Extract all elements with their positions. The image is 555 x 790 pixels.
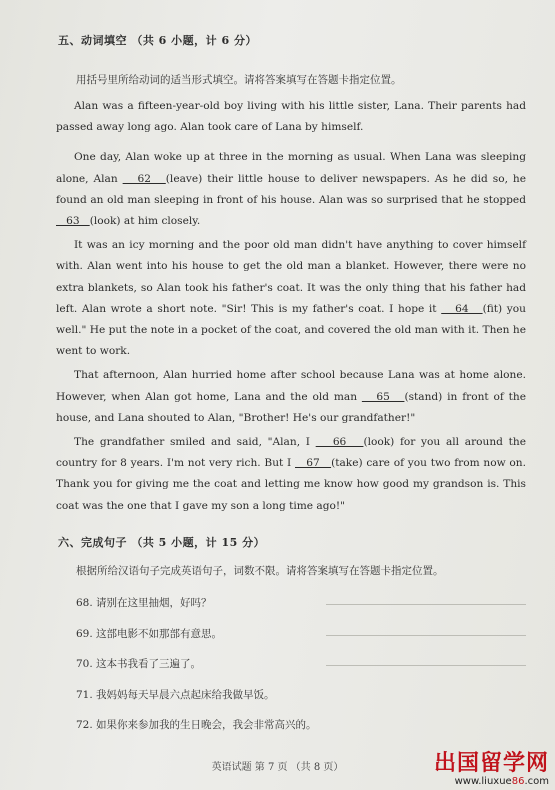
section-5-instruction: 用括号里所给动词的适当形式填空。请将答案填写在答题卡指定位置。: [76, 74, 402, 86]
answer-line: [326, 635, 526, 636]
question-70: [76, 656, 201, 671]
passage-paragraph: The grandfather smiled and said, "Alan, I 66 (look) for you all around the country for 8 years. I'm not very rich. But I 67 (take) care of you two from now on. Thank you for giving me the coat and letting me know how good my grandson is. This coat was the one that I gave my son a long time ago!": [56, 436, 526, 512]
section-6-instruction: 根据所给汉语句子完成英语句子，词数不限。请将答案填写在答题卡指定位置。: [76, 565, 444, 577]
question-text: 70. 这本书我看了三遍了。: [76, 658, 202, 670]
question-text: 68. 请别在这里抽烟，好吗？: [76, 597, 212, 609]
question-71: [76, 687, 275, 702]
passage-paragraph: One day, Alan woke up at three in the morning as usual. When Lana was sleeping alone, Alan 62 (leave) their little house to deliver newspapers. As he did so, he found an old man sleeping in front of his house. Alan was so surprised that he stopped 63 (look) at him closely.: [56, 151, 526, 228]
blank-64: 64: [441, 302, 483, 315]
passage-paragraph: That afternoon, Alan hurried home after school because Lana was at home alone. However, when Alan got home, Lana and the old man 65 (stand) in front of the house, and Lana shouted to Alan, "Brother! He's our grandfather!": [56, 369, 526, 424]
section-6-title: 六、完成句子 （共 5 小题，计 15 分）: [58, 536, 266, 549]
section-5-title: 五、动词填空 （共 6 小题，计 6 分）: [58, 34, 257, 47]
blank-62: 62: [122, 172, 166, 185]
blank-63: 63: [56, 215, 90, 228]
question-text: 71. 我妈妈每天早晨六点起床给我做早饭。: [76, 689, 275, 701]
watermark-url: www.liuxue86.com: [454, 776, 549, 787]
question-68: [76, 595, 212, 610]
page-footer: 英语试题 第 7 页 （共 8 页）: [211, 762, 344, 773]
passage-paragraph: It was an icy morning and the poor old man didn't have anything to cover himself with. Alan went into his house to get the old man a blanket. However, there were no extra blankets, so Alan took his father's coat. It was the only thing that his father had left. Alan wrote a short note. "Sir! This is my father's coat. I hope it 64 (fit) you well." He put the note in a pocket of the coat, and covered the old man with it. Then he went to work.: [56, 239, 526, 358]
passage-paragraph: Alan was a fifteen-year-old boy living with his little sister, Lana. Their parents had passed away long ago. Alan took care of Lana by himself.: [56, 100, 526, 134]
site-watermark: [434, 752, 549, 788]
answer-line: [326, 665, 526, 666]
question-text: 69. 这部电影不如那部有意思。: [76, 628, 223, 640]
blank-67: 67: [295, 457, 332, 470]
blank-65: 65: [361, 390, 405, 403]
watermark-logo-text: 出国留学网: [433, 751, 549, 776]
question-72: [76, 717, 317, 732]
question-69: [76, 626, 222, 641]
cloze-passage: [56, 96, 526, 517]
question-text: 72. 如果你来参加我的生日晚会，我会非常高兴的。: [76, 719, 317, 731]
answer-line: [326, 604, 526, 605]
blank-66: 66: [315, 436, 364, 449]
